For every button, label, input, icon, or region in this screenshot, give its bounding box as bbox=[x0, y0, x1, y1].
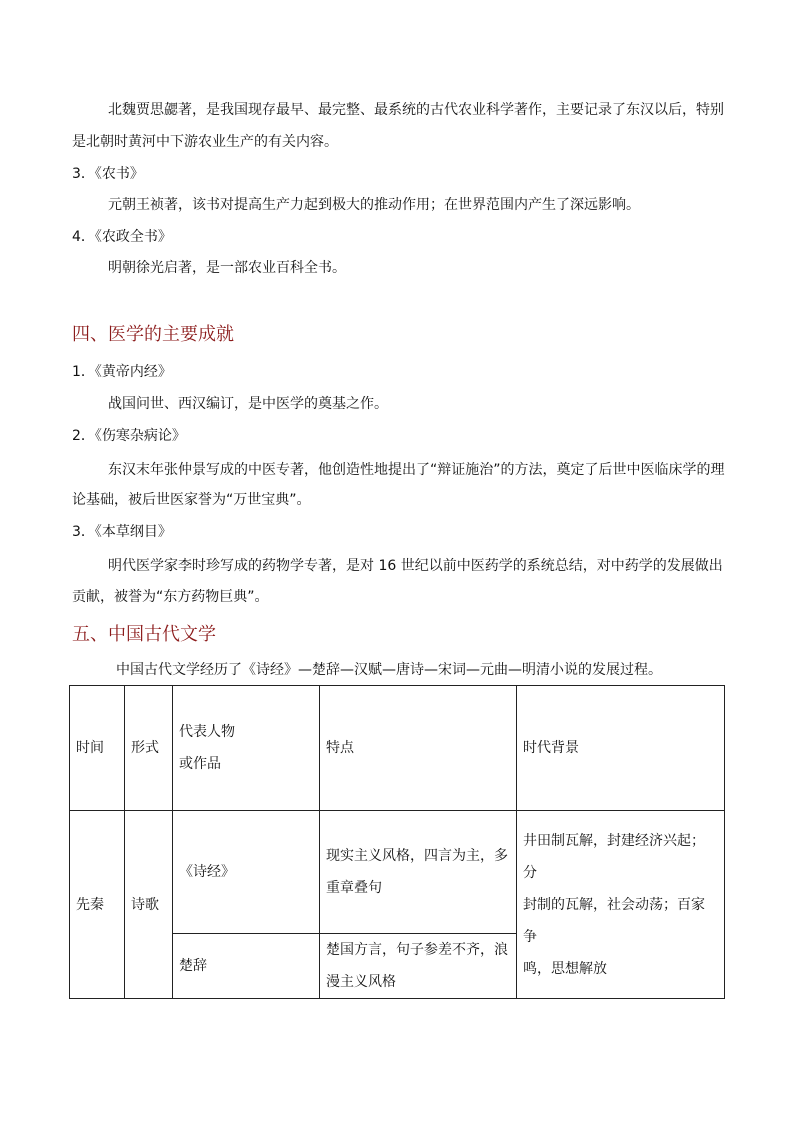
cell-form: 诗歌 bbox=[125, 811, 173, 999]
medicine-item2-line1: 东汉末年张仲景写成的中医专著，他创造性地提出了“辩证施治”的方法，奠定了后世中医临床学的理 bbox=[108, 462, 725, 478]
work2-feat-line1: 楚国方言，句子参差不齐，浪 bbox=[326, 942, 508, 958]
medicine-item3-line2: 贡献，被誉为“东方药物巨典”。 bbox=[72, 589, 269, 605]
medicine-item1-desc: 战国问世、西汉编订，是中医学的奠基之作。 bbox=[108, 396, 388, 412]
table-header-row bbox=[70, 686, 725, 811]
header-background: 时代背景 bbox=[517, 686, 725, 811]
medicine-item3-title: 3．《本草纲目》 bbox=[72, 524, 172, 540]
cell-work2: 楚辞 bbox=[173, 934, 320, 999]
header-time: 时间 bbox=[70, 686, 125, 811]
header-rep-line1: 代表人物 bbox=[179, 724, 235, 740]
bg-line1: 井田制瓦解，封建经济兴起；分 bbox=[523, 832, 705, 881]
work2-feat-line2: 漫主义风格 bbox=[326, 974, 396, 990]
agri-para1-line2: 是北朝时黄河中下游农业生产的有关内容。 bbox=[72, 134, 338, 150]
cell-work1: 《诗经》 bbox=[173, 811, 320, 934]
table-row bbox=[70, 811, 725, 934]
agri-item4-desc: 明朝徐光启著，是一部农业百科全书。 bbox=[108, 260, 346, 276]
cell-work1-features bbox=[320, 811, 517, 934]
literature-table bbox=[69, 685, 725, 999]
header-rep-line2: 或作品 bbox=[179, 756, 221, 772]
literature-heading: 五、中国古代文学 bbox=[72, 624, 216, 645]
medicine-heading: 四、医学的主要成就 bbox=[72, 324, 234, 345]
work1-feat-line1: 现实主义风格，四言为主，多 bbox=[326, 848, 508, 864]
header-features: 特点 bbox=[320, 686, 517, 811]
literature-intro: 中国古代文学经历了《诗经》—楚辞—汉赋—唐诗—宋词—元曲—明清小说的发展过程。 bbox=[116, 662, 662, 678]
agri-para1-line1: 北魏贾思勰著，是我国现存最早、最完整、最系统的古代农业科学著作，主要记录了东汉以后，特别 bbox=[108, 102, 724, 118]
cell-time: 先秦 bbox=[70, 811, 125, 999]
medicine-item3-line1: 明代医学家李时珍写成的药物学专著，是对 16 世纪以前中医药学的系统总结，对中药学的发展做出 bbox=[108, 558, 723, 574]
bg-line3: 鸣，思想解放 bbox=[523, 960, 607, 977]
bg-line2: 封制的瓦解，社会动荡；百家争 bbox=[523, 896, 705, 945]
cell-work2-features bbox=[320, 934, 517, 999]
agri-item4-title: 4．《农政全书》 bbox=[72, 229, 172, 245]
agri-item3-title: 3．《农书》 bbox=[72, 166, 144, 182]
header-form: 形式 bbox=[125, 686, 173, 811]
cell-background bbox=[517, 811, 725, 999]
agri-item3-desc: 元朝王祯著，该书对提高生产力起到极大的推动作用；在世界范围内产生了深远影响。 bbox=[108, 197, 640, 213]
medicine-item2-title: 2．《伤寒杂病论》 bbox=[72, 428, 186, 444]
medicine-item2-line2: 论基础，被后世医家誉为“万世宝典”。 bbox=[72, 492, 311, 508]
medicine-item1-title: 1．《黄帝内经》 bbox=[72, 364, 172, 380]
header-representative bbox=[173, 686, 320, 811]
work1-feat-line2: 重章叠句 bbox=[326, 880, 382, 896]
